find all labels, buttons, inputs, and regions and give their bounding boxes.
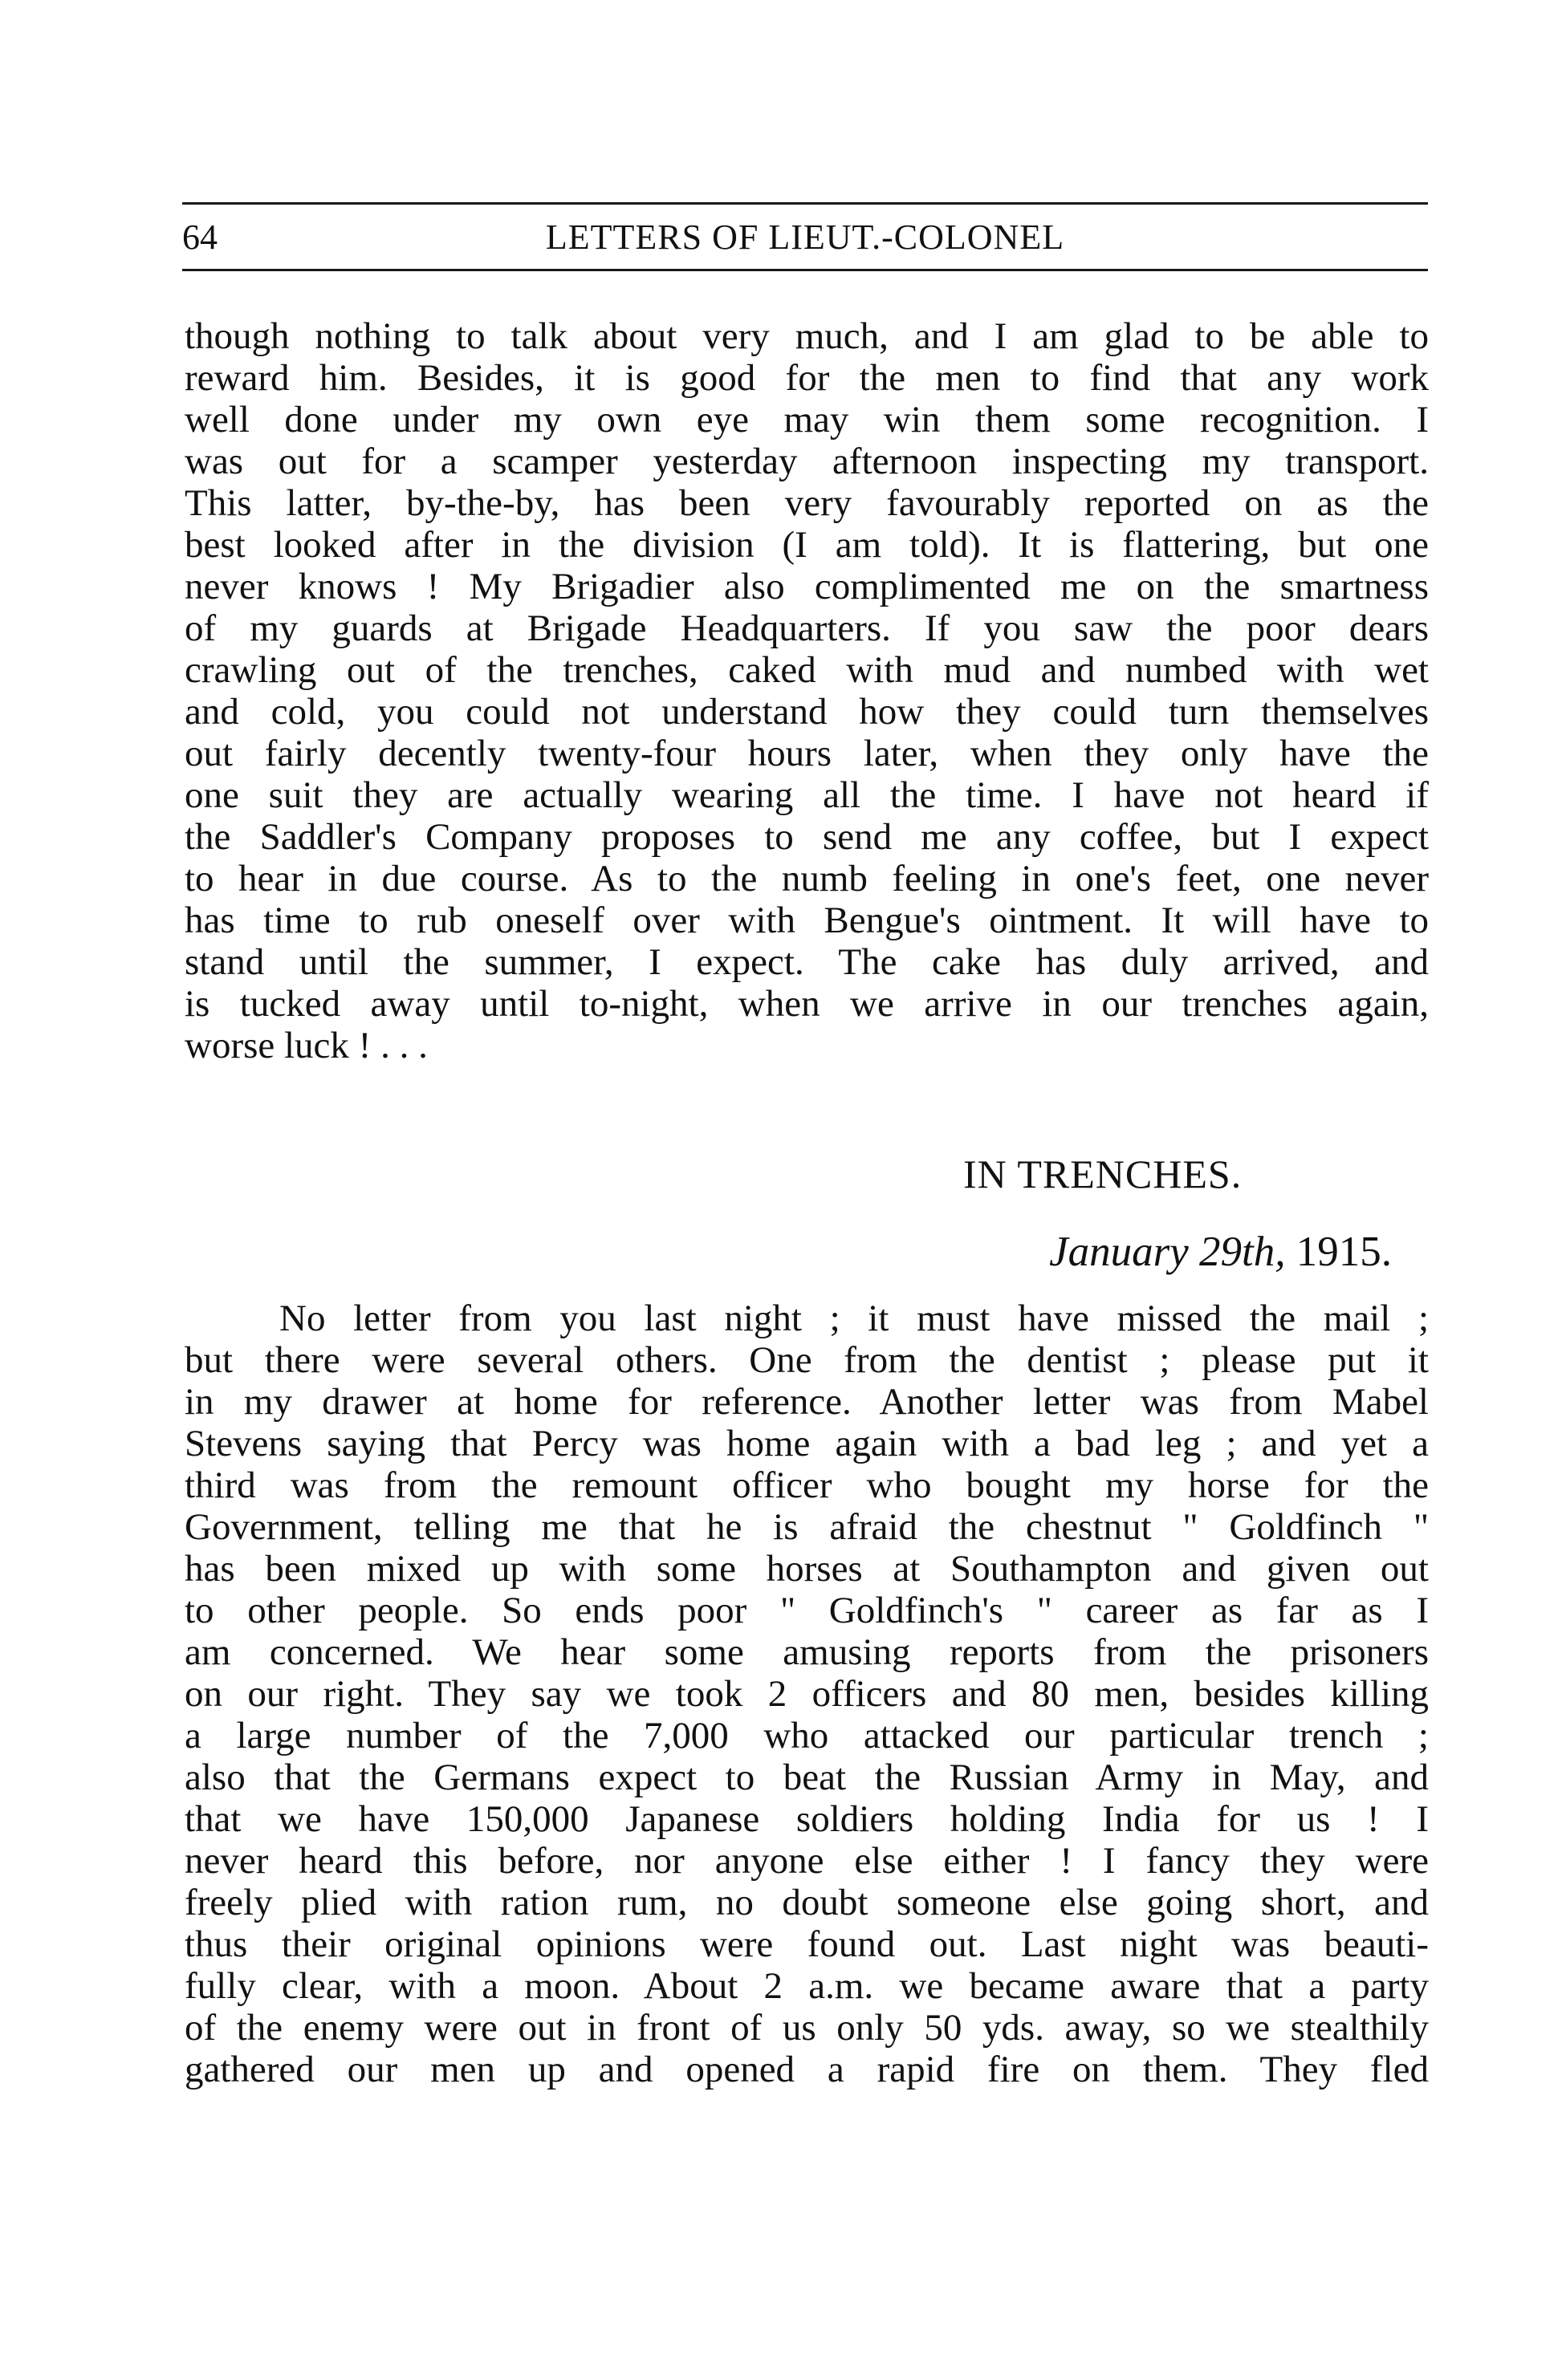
text-line: the Saddler's Company proposes to send me any coffee, but I expect [185,816,1429,858]
text-line: has been mixed up with some horses at Southampton and given out [185,1548,1429,1590]
text-line: No letter from you last night ; it must have missed the mail ; [279,1298,1429,1339]
letter-date-month-day: January 29th, [1049,1229,1286,1275]
text-line: fully clear, with a moon. About 2 a.m. we became aware that a party [185,1965,1429,2007]
letter-place-heading: IN TRENCHES. [963,1151,1243,1196]
text-line: and cold, you could not understand how they could turn themselves [185,691,1429,733]
text-line: but there were several others. One from the dentist ; please put it [185,1339,1429,1381]
letter-date-heading [1049,1225,1392,1278]
running-head [182,213,1428,262]
text-line: in my drawer at home for reference. Another letter was from Mabel [185,1381,1429,1423]
header-bottom-rule [182,269,1428,271]
text-line: one suit they are actually wearing all the time. I have not heard if [185,774,1429,816]
text-line: of the enemy were out in front of us only 50 yds. away, so we stealthily [185,2007,1429,2049]
text-line: stand until the summer, I expect. The cake has duly arrived, and [185,941,1429,983]
text-line: of my guards at Brigade Headquarters. If you saw the poor dears [185,607,1429,649]
text-line: best looked after in the division (I am told). It is flattering, but one [185,524,1429,566]
text-line: Stevens saying that Percy was home again with a bad leg ; and yet a [185,1423,1429,1464]
text-line: crawling out of the trenches, caked with mud and numbed with wet [185,649,1429,691]
text-line: never knows ! My Brigadier also complimented me on the smartness [185,566,1429,607]
text-line: to hear in due course. As to the numb feeling in one's feet, one never [185,858,1429,900]
paragraph-2 [185,1298,1429,2090]
page-number: 64 [182,217,218,257]
running-title: LETTERS OF LIEUT.-COLONEL [545,217,1065,257]
text-line: a large number of the 7,000 who attacked our particular trench ; [185,1715,1429,1757]
text-line: though nothing to talk about very much, and I am glad to be able to [185,315,1429,357]
text-line: out fairly decently twenty-four hours later, when they only have the [185,733,1429,774]
text-line: Government, telling me that he is afraid the chestnut " Goldfinch " [185,1506,1429,1548]
header-top-rule [182,202,1428,205]
text-line: is tucked away until to-night, when we arrive in our trenches again, [185,983,1429,1025]
letter-date-year: 1915. [1296,1229,1392,1275]
text-line: gathered our men up and opened a rapid fire on them. They fled [185,2049,1429,2090]
text-line: worse luck ! . . . [185,1025,428,1066]
text-line: freely plied with ration rum, no doubt someone else going short, and [185,1882,1429,1923]
text-line: This latter, by-the-by, has been very favourably reported on as the [185,482,1429,524]
text-line: was out for a scamper yesterday afternoon inspecting my transport. [185,441,1429,482]
text-line: reward him. Besides, it is good for the men to find that any work [185,357,1429,399]
text-line: third was from the remount officer who bought my horse for the [185,1464,1429,1506]
paragraph-1 [185,315,1429,1066]
text-line: never heard this before, nor anyone else either ! I fancy they were [185,1840,1429,1882]
text-line: on our right. They say we took 2 officers and 80 men, besides killing [185,1673,1429,1715]
text-line: am concerned. We hear some amusing reports from the prisoners [185,1631,1429,1673]
text-line: thus their original opinions were found out. Last night was beauti- [185,1923,1429,1965]
text-line: also that the Germans expect to beat the Russian Army in May, and [185,1757,1429,1798]
text-line: has time to rub oneself over with Bengue's ointment. It will have to [185,900,1429,941]
text-line: that we have 150,000 Japanese soldiers holding India for us ! I [185,1798,1429,1840]
text-line: well done under my own eye may win them some recognition. I [185,399,1429,441]
text-line: to other people. So ends poor " Goldfinch's " career as far as I [185,1590,1429,1631]
